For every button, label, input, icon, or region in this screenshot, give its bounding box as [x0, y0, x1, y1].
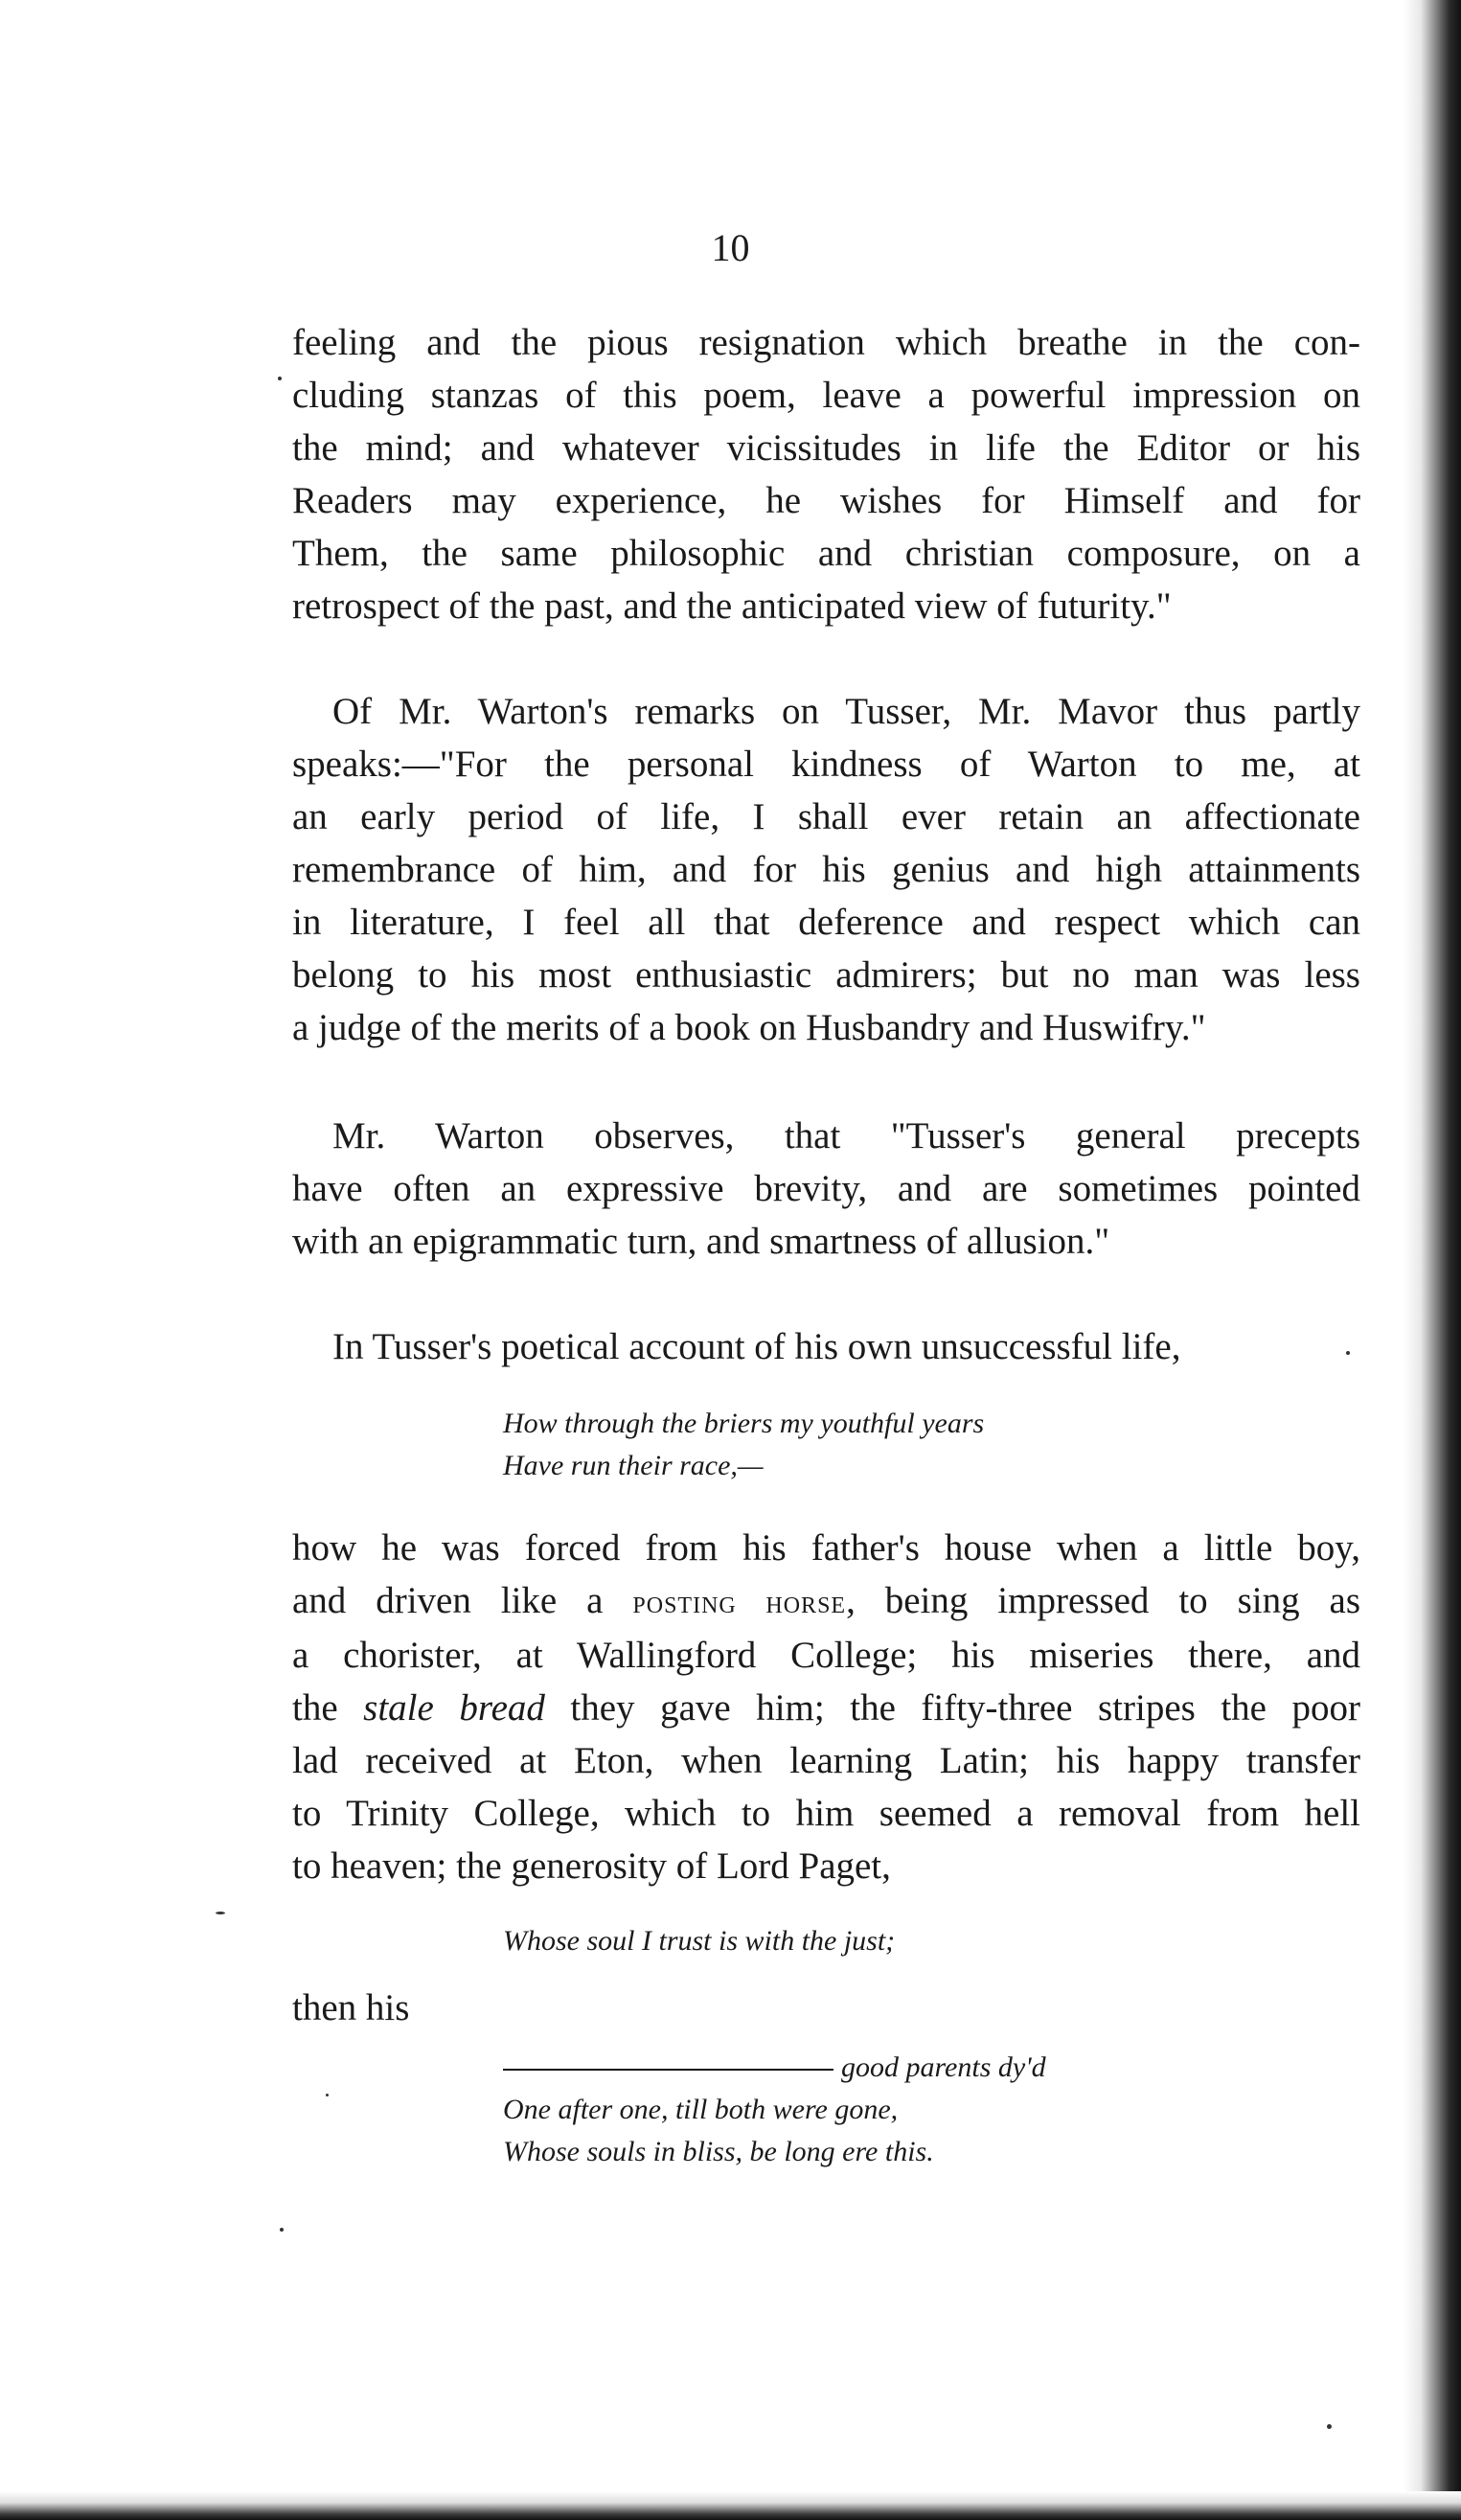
- text-line: how he was forced from his father's house when a little boy,: [292, 1527, 1360, 1569]
- scan-speck: [1346, 1351, 1350, 1355]
- text-line: speaks:—"For the personal kindness of Warton to me, at: [292, 744, 1360, 785]
- scan-speck: [1327, 2424, 1332, 2429]
- paragraph-2: [292, 685, 1360, 1054]
- verse-text: good parents dy'd: [841, 2051, 1046, 2083]
- page-number: 10: [711, 226, 750, 269]
- text-run: the: [292, 1687, 364, 1729]
- text-line: lad received at Eton, when learning Latin; his happy transfer: [292, 1740, 1360, 1781]
- text-line: then his: [292, 1987, 410, 2028]
- scan-speck: [280, 2228, 284, 2232]
- text-line: feeling and the pious resignation which breathe in the con-: [292, 322, 1360, 363]
- text-line: Of Mr. Warton's remarks on Tusser, Mr. Mavor thus partly: [332, 691, 1360, 732]
- text-line: with an epigrammatic turn, and smartness of allusion.": [292, 1221, 1110, 1262]
- text-line: have often an expressive brevity, and are sometimes pointed: [292, 1168, 1360, 1209]
- verse-line: One after one, till both were gone,: [503, 2094, 899, 2125]
- text-line: Readers may experience, he wishes for Himself and for: [292, 480, 1360, 521]
- text-line: [292, 1574, 1360, 1629]
- text-line: to Trinity College, which to him seemed a removal from hell: [292, 1793, 1360, 1834]
- paragraph-5: [292, 1522, 1360, 1892]
- text-line: the mind; and whatever vicissitudes in life the Editor or his: [292, 427, 1360, 469]
- paragraph-6: [292, 1982, 1360, 2034]
- text-line: cluding stanzas of this poem, leave a powerful impression on: [292, 375, 1360, 416]
- verse-quote-3: [503, 2047, 1046, 2173]
- page-edge-shadow-bottom: [0, 2491, 1461, 2520]
- text-line: Them, the same philosophic and christian composure, on a: [292, 533, 1360, 574]
- text-line: to heaven; the generosity of Lord Paget,: [292, 1845, 891, 1887]
- page-edge-shadow-right: [1404, 0, 1461, 2520]
- paragraph-3: [292, 1110, 1360, 1268]
- small-caps-text: posting horse: [632, 1585, 847, 1620]
- text-line: an early period of life, I shall ever retain an affectionate: [292, 796, 1360, 837]
- verse-line: Whose soul I trust is with the just;: [503, 1925, 896, 1957]
- verse-line: [503, 2047, 1046, 2089]
- text-run: , being impressed to sing as: [846, 1580, 1360, 1621]
- text-line: a chorister, at Wallingford College; his miseries there, and: [292, 1635, 1360, 1676]
- text-line: remembrance of him, and for his genius and high attainments: [292, 849, 1360, 890]
- text-line: retrospect of the past, and the anticipated view of futurity.": [292, 585, 1172, 627]
- text-line: a judge of the merits of a book on Husbandry and Huswifry.": [292, 1007, 1206, 1048]
- text-line: Mr. Warton observes, that "Tusser's general precepts: [332, 1115, 1360, 1157]
- text-line: belong to his most enthusiastic admirers; but no man was less: [292, 954, 1360, 996]
- verse-quote-1: [503, 1403, 984, 1487]
- text-run: and driven like a: [292, 1580, 633, 1621]
- text-line: in literature, I feel all that deference and respect which can: [292, 902, 1360, 943]
- text-line: [292, 1682, 1360, 1734]
- verse-line: How through the briers my youthful years: [503, 1408, 985, 1439]
- scan-speck: [326, 2094, 329, 2096]
- paragraph-1: [292, 316, 1360, 632]
- scan-speck: [216, 1912, 225, 1914]
- verse-line: Whose souls in bliss, be long ere this.: [503, 2136, 934, 2167]
- paragraph-4: [292, 1320, 1360, 1373]
- italic-text: stale bread: [363, 1687, 545, 1729]
- dash-rule: [503, 2069, 833, 2071]
- scan-speck: [278, 377, 282, 380]
- text-run: they gave him; the fifty-three stripes the poor: [544, 1687, 1360, 1729]
- verse-quote-2: [503, 1920, 895, 1962]
- verse-line: Have run their race,—: [503, 1450, 764, 1481]
- text-line: In Tusser's poetical account of his own unsuccessful life,: [332, 1326, 1181, 1367]
